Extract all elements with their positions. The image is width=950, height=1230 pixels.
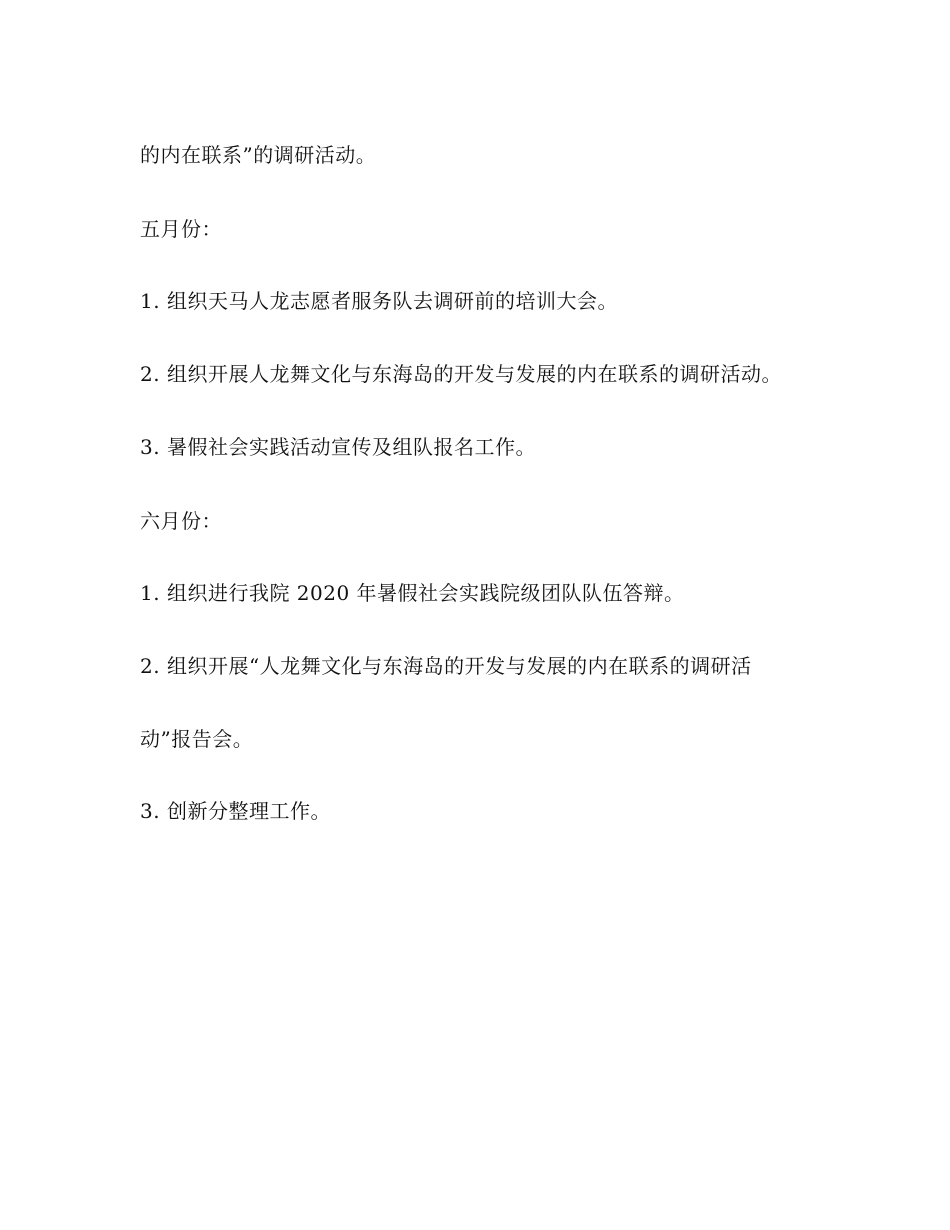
section-heading-may: 五月份： [140, 217, 222, 241]
june-item-2: 2. 组织开展“人龙舞文化与东海岛的开发与发展的内在联系的调研活 [140, 654, 752, 678]
may-item-2: 2. 组织开展人龙舞文化与东海岛的开发与发展的内在联系的调研活动。 [140, 362, 782, 386]
june-item-1: 1. 组织进行我院 2020 年暑假社会实践院级团队队伍答辩。 [140, 581, 685, 605]
june-item-3: 3. 创新分整理工作。 [140, 799, 331, 823]
may-item-1: 1. 组织天马人龙志愿者服务队去调研前的培训大会。 [140, 289, 618, 313]
may-item-3: 3. 暑假社会实践活动宣传及组队报名工作。 [140, 435, 536, 459]
section-heading-june: 六月份： [140, 509, 222, 533]
june-item-2-continuation: 动”报告会。 [140, 727, 254, 751]
paragraph-continuation: 的内在联系”的调研活动。 [140, 143, 377, 167]
